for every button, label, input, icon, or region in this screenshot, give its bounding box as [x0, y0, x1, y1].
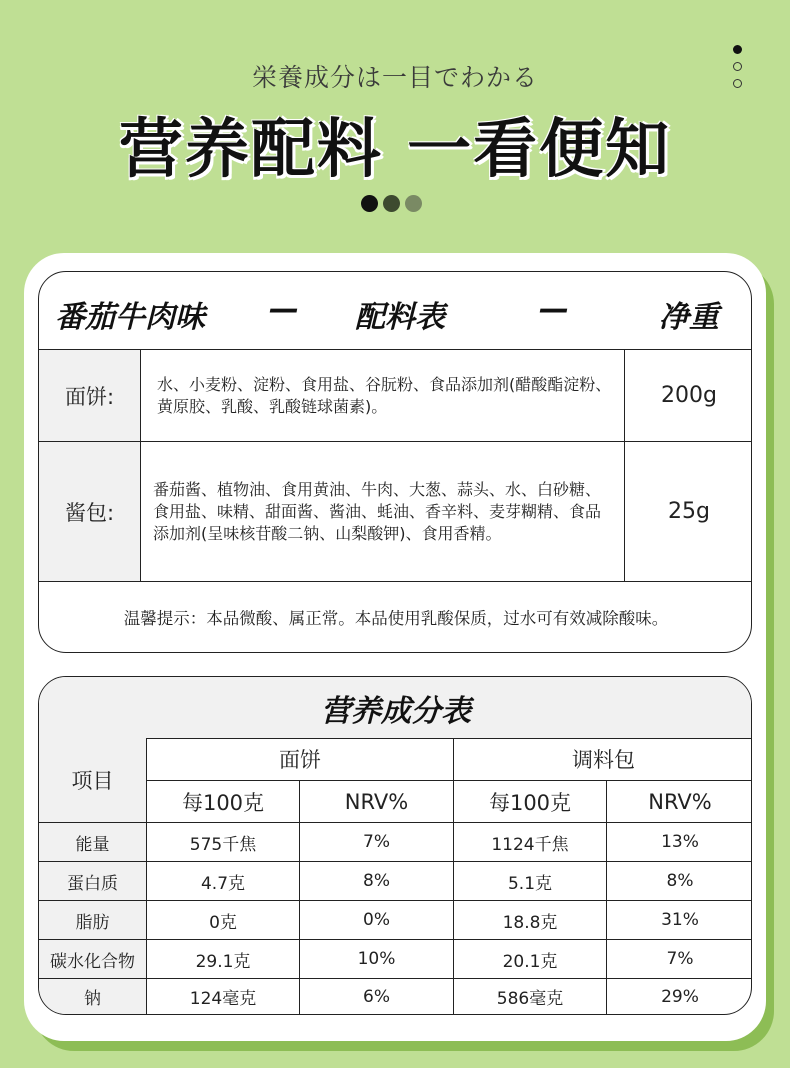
group-header-seasoning: 调料包	[454, 738, 752, 781]
noodle-per100g: 0克	[147, 901, 300, 940]
dot-hollow-icon	[733, 62, 742, 71]
noodle-nrv: 0%	[300, 901, 454, 940]
subheader-nrv: NRV%	[300, 781, 454, 823]
dot-icon	[405, 195, 422, 212]
net-weight-label: 净重	[659, 300, 719, 335]
noodle-per100g: 4.7克	[147, 862, 300, 901]
row-weight: 200g	[661, 383, 717, 408]
ingredient-row-noodle	[39, 350, 752, 442]
nutrition-title: 营养成分表	[39, 677, 752, 739]
noodle-per100g: 575千焦	[147, 823, 300, 862]
row-ingredients: 水、小麦粉、淀粉、食用盐、谷朊粉、食品添加剂(醋酸酯淀粉、黄原胶、乳酸、乳酸链球菌素)。	[141, 350, 625, 441]
seasoning-nrv: 29%	[661, 986, 699, 1007]
noodle-nrv: 7%	[300, 823, 454, 862]
nutrition-table	[38, 676, 752, 1015]
noodle-nrv: 10%	[300, 940, 454, 979]
dot-hollow-icon	[733, 79, 742, 88]
item-header: 项目	[39, 738, 147, 823]
subheader-per100g: 每100克	[454, 781, 607, 823]
noodle-per100g: 124毫克	[147, 979, 300, 1014]
ingredient-list-label: 配料表	[355, 300, 445, 335]
seasoning-per100g: 20.1克	[454, 940, 607, 979]
ingredients-table	[38, 271, 752, 653]
subheader-nrv: NRV%	[607, 781, 752, 823]
seasoning-per100g: 586毫克	[454, 979, 607, 1014]
nutrient-name: 能量	[39, 823, 147, 862]
seasoning-per100g: 18.8克	[454, 901, 607, 940]
subheader-per100g: 每100克	[147, 781, 300, 823]
nutrient-name: 脂肪	[39, 901, 147, 940]
ingredient-row-sauce	[39, 442, 752, 582]
flavor-label: 番茄牛肉味	[55, 300, 205, 335]
row-ingredients: 番茄酱、植物油、食用黄油、牛肉、大葱、蒜头、水、白砂糖、食用盐、味精、甜面酱、酱油、蚝油、香辛料、麦芽糊精、食品添加剂(呈味核苷酸二钠、山梨酸钾)、食用香精。	[141, 442, 625, 581]
dot-icon	[361, 195, 378, 212]
heading-dash: —	[539, 292, 569, 327]
title-dots	[361, 195, 427, 216]
seasoning-per100g: 1124千焦	[454, 823, 607, 862]
row-label: 酱包:	[39, 442, 141, 581]
seasoning-per100g: 5.1克	[454, 862, 607, 901]
group-header-noodle: 面饼	[147, 738, 454, 781]
noodle-per100g: 29.1克	[147, 940, 300, 979]
page-subtitle: 栄養成分は一目でわかる	[251, 63, 538, 92]
seasoning-nrv: 8%	[607, 862, 752, 901]
noodle-nrv: 8%	[300, 862, 454, 901]
ingredients-heading	[39, 272, 752, 350]
side-dot-indicator	[733, 45, 745, 96]
seasoning-nrv: 7%	[607, 940, 752, 979]
page-title: 营养配料 一看便知	[118, 113, 672, 187]
dot-icon	[383, 195, 400, 212]
nutrient-name: 碳水化合物	[39, 940, 147, 979]
nutrient-name: 钠	[39, 979, 147, 1014]
nutrient-name: 蛋白质	[39, 862, 147, 901]
seasoning-nrv: 31%	[607, 901, 752, 940]
seasoning-nrv: 13%	[607, 823, 752, 862]
dot-filled-icon	[733, 45, 742, 54]
noodle-nrv: 6%	[300, 979, 454, 1014]
warm-tip: 温馨提示：本品微酸、属正常。本品使用乳酸保质，过水可有效减除酸味。	[123, 609, 669, 628]
row-weight: 25g	[668, 499, 710, 524]
row-label: 面饼:	[39, 350, 141, 441]
heading-dash: —	[269, 292, 299, 327]
